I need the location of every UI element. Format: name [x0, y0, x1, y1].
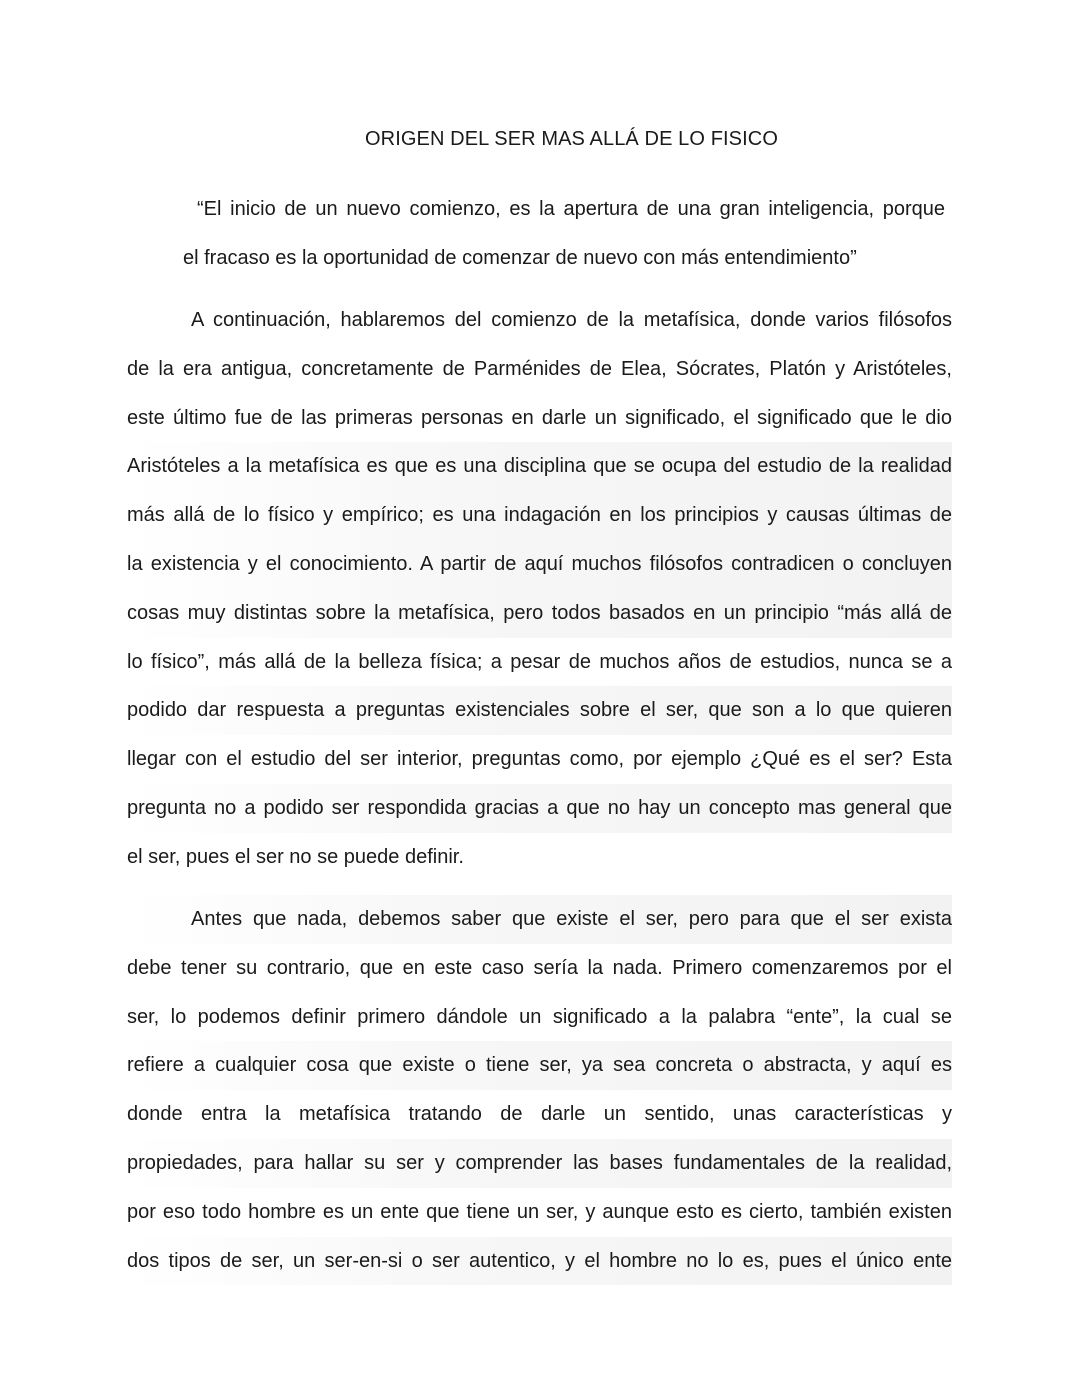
paragraph-line: cosas muy distintas sobre la metafísica, pero todos basados en un principio “más allá de	[127, 589, 952, 638]
paragraph-line: más allá de lo físico y empírico; es una indagación en los principios y causas últimas de	[127, 491, 952, 540]
document-title: ORIGEN DEL SER MAS ALLÁ DE LO FISICO	[365, 128, 778, 150]
quote-line: el fracaso es la oportunidad de comenzar de nuevo con más entendimiento”	[183, 247, 857, 269]
paragraph-line: ser, lo podemos definir primero dándole un significado a la palabra “ente”, la cual se	[127, 1005, 952, 1028]
paragraph-line: propiedades, para hallar su ser y comprender las bases fundamentales de la realidad,	[127, 1139, 952, 1188]
paragraph-line: Aristóteles a la metafísica es que es una disciplina que se ocupa del estudio de la realidad	[127, 442, 952, 491]
paragraph-line: de la era antigua, concretamente de Parménides de Elea, Sócrates, Platón y Aristóteles,	[127, 357, 952, 380]
paragraph-2	[127, 895, 952, 1285]
paragraph-line: la existencia y el conocimiento. A partir de aquí muchos filósofos contradicen o concluyen	[127, 540, 952, 589]
paragraph-line: podido dar respuesta a preguntas existenciales sobre el ser, que son a lo que quieren	[127, 686, 952, 735]
paragraph-line: dos tipos de ser, un ser-en-si o ser autentico, y el hombre no lo es, pues el único ente	[127, 1237, 952, 1286]
paragraph-line: llegar con el estudio del ser interior, preguntas como, por ejemplo ¿Qué es el ser? Esta	[127, 748, 952, 771]
paragraph-line: pregunta no a podido ser respondida gracias a que no hay un concepto mas general que	[127, 784, 952, 833]
epigraph-quote	[183, 185, 953, 283]
quote-line: “El inicio de un nuevo comienzo, es la apertura de una gran inteligencia, porque	[197, 198, 945, 220]
paragraph-line: donde entra la metafísica tratando de darle un sentido, unas características y	[127, 1103, 952, 1126]
paragraph-line: refiere a cualquier cosa que existe o tiene ser, ya sea concreta o abstracta, y aquí es	[127, 1041, 952, 1090]
paragraph-line: por eso todo hombre es un ente que tiene un ser, y aunque esto es cierto, también existen	[127, 1200, 952, 1223]
paragraph-line: este último fue de las primeras personas en darle un significado, el significado que le dio	[127, 406, 952, 429]
paragraph-line: debe tener su contrario, que en este caso sería la nada. Primero comenzaremos por el	[127, 956, 952, 979]
paragraph-line: Antes que nada, debemos saber que existe el ser, pero para que el ser exista	[127, 895, 952, 944]
paragraph-line: lo físico”, más allá de la belleza física; a pesar de muchos años de estudios, nunca se a	[127, 650, 952, 673]
paragraph-1	[127, 296, 952, 882]
paragraph-line: A continuación, hablaremos del comienzo de la metafísica, donde varios filósofos	[191, 309, 952, 331]
paragraph-line: el ser, pues el ser no se puede definir.	[127, 845, 464, 868]
